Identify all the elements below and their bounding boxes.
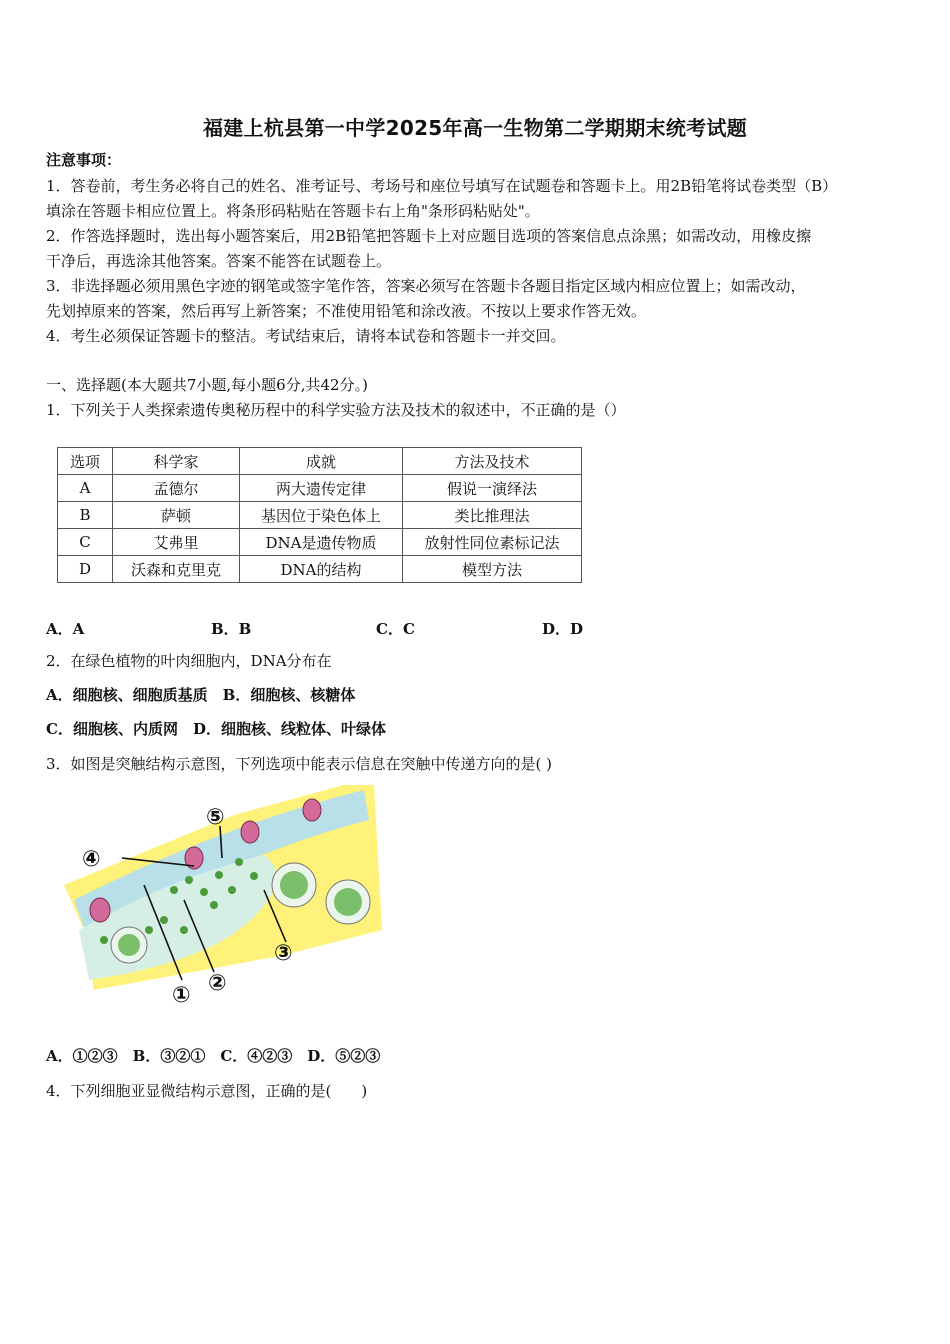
table-cell: 沃森和克里克 xyxy=(113,556,240,583)
synapse-diagram xyxy=(64,780,394,1010)
question-1-option-b: B．B xyxy=(211,620,252,638)
notice-line: 4．考生必须保证答题卡的整洁。考试结束后，请将本试卷和答题卡一并交回。 xyxy=(46,327,566,345)
table-cell: 假说一演绎法 xyxy=(403,475,582,502)
section-heading: 一、选择题(本大题共7小题,每小题6分,共42分。) xyxy=(46,376,368,394)
table-header-cell: 科学家 xyxy=(113,448,240,475)
neurotransmitter xyxy=(228,886,236,894)
receptor-protein xyxy=(303,799,321,821)
neurotransmitter xyxy=(250,872,258,880)
question-1-option-d: D．D xyxy=(542,620,584,638)
table-cell: 艾弗里 xyxy=(113,529,240,556)
synaptic-vesicle xyxy=(280,871,308,899)
neurotransmitter xyxy=(170,886,178,894)
notice-line: 先划掉原来的答案，然后再写上新答案；不准使用铅笔和涂改液。不按以上要求作答无效。 xyxy=(46,302,647,320)
question-4-stem: 4．下列细胞亚显微结构示意图，正确的是( ) xyxy=(46,1082,368,1100)
neurotransmitter xyxy=(200,888,208,896)
table-row xyxy=(58,502,582,529)
notice-line: 3．非选择题必须用黑色字迹的钢笔或签字笔作答，答案必须写在答题卡各题目指定区域内相应位置上；如需改动， xyxy=(46,277,806,295)
neurotransmitter xyxy=(160,916,168,924)
table-cell: 模型方法 xyxy=(403,556,582,583)
table-header-cell: 方法及技术 xyxy=(403,448,582,475)
label-three: ③ xyxy=(274,941,293,966)
receptor-protein xyxy=(241,821,259,843)
question-2-options-ab: A．细胞核、细胞质基质 B．细胞核、核糖体 xyxy=(46,686,356,704)
neurotransmitter xyxy=(145,926,153,934)
label-four: ④ xyxy=(82,847,101,872)
neurotransmitter xyxy=(215,871,223,879)
table-header-cell: 成就 xyxy=(240,448,403,475)
table-cell: 类比推理法 xyxy=(403,502,582,529)
notice-line: 干净后，再选涂其他答案。答案不能答在试题卷上。 xyxy=(46,252,392,270)
table-cell: DNA的结构 xyxy=(240,556,403,583)
neurotransmitter xyxy=(100,936,108,944)
question-1-table xyxy=(57,447,582,583)
question-1-stem: 1．下列关于人类探索遗传奥秘历程中的科学实验方法及技术的叙述中，不正确的是（） xyxy=(46,401,626,419)
question-3-stem: 3．如图是突触结构示意图，下列选项中能表示信息在突触中传递方向的是( ) xyxy=(46,755,553,773)
synaptic-vesicle xyxy=(334,888,362,916)
table-header-row xyxy=(58,448,582,475)
notice-line: 填涂在答题卡相应位置上。将条形码粘贴在答题卡右上角"条形码粘贴处"。 xyxy=(46,202,540,220)
table-cell: A xyxy=(58,475,113,502)
neurotransmitter xyxy=(235,858,243,866)
table-row xyxy=(58,475,582,502)
table-cell: D xyxy=(58,556,113,583)
question-1-option-a: A．A xyxy=(46,620,85,638)
label-one: ① xyxy=(172,983,191,1008)
notice-line: 2．作答选择题时，选出每小题答案后，用2B铅笔把答题卡上对应题目选项的答案信息点涂黑；如需改动，用橡皮擦 xyxy=(46,227,812,245)
table-header-cell: 选项 xyxy=(58,448,113,475)
table-cell: 孟德尔 xyxy=(113,475,240,502)
label-five: ⑤ xyxy=(206,805,225,830)
question-3-options: A．①②③ B．③②① C．④②③ D．⑤②③ xyxy=(46,1047,381,1065)
question-2-options-cd: C．细胞核、内质网 D．细胞核、线粒体、叶绿体 xyxy=(46,720,386,738)
label-two: ② xyxy=(208,971,227,996)
table-cell: DNA是遗传物质 xyxy=(240,529,403,556)
table-cell: 两大遗传定律 xyxy=(240,475,403,502)
neurotransmitter xyxy=(185,876,193,884)
table-cell: C xyxy=(58,529,113,556)
neurotransmitter xyxy=(180,926,188,934)
neurotransmitter xyxy=(210,901,218,909)
synaptic-vesicle xyxy=(118,934,140,956)
question-1-option-c: C．C xyxy=(376,620,415,638)
table-cell: 萨顿 xyxy=(113,502,240,529)
notice-line: 1．答卷前，考生务必将自己的姓名、准考证号、考场号和座位号填写在试题卷和答题卡上。用2B铅笔将试卷类型（B） xyxy=(46,177,838,195)
table-row xyxy=(58,529,582,556)
table-cell: 放射性同位素标记法 xyxy=(403,529,582,556)
table-cell: B xyxy=(58,502,113,529)
page-title: 福建上杭县第一中学2025年高一生物第二学期期末统考试题 xyxy=(202,116,748,140)
receptor-protein xyxy=(90,898,110,922)
notice-heading: 注意事项： xyxy=(46,151,122,169)
question-2-stem: 2．在绿色植物的叶肉细胞内，DNA分布在 xyxy=(46,652,332,670)
table-cell: 基因位于染色体上 xyxy=(240,502,403,529)
table-row xyxy=(58,556,582,583)
